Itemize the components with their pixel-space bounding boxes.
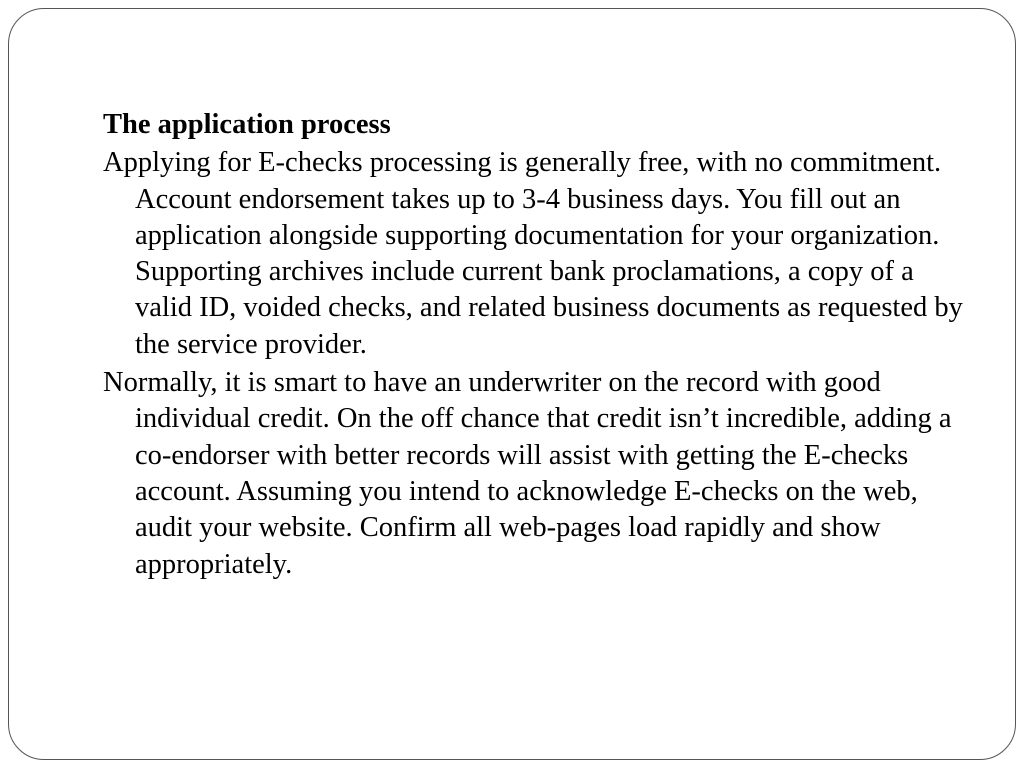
slide-frame (8, 8, 1016, 760)
slide-content (103, 107, 973, 585)
slide-heading: The application process (103, 109, 391, 140)
paragraph-underwriter: Normally, it is smart to have an underwriter on the record with good individual credit. On the off chance that credit isn’t incredible, adding a co-endorser with better records will assist with getting the E-checks account. Assuming you intend to acknowledge E-checks on the web, audit your website. Confirm all web-pages load rapidly and show appropriately. (103, 367, 952, 580)
paragraph-application: Applying for E-checks processing is generally free, with no commitment. Account endorsement takes up to 3-4 business days. You fill out an application alongside supporting documentation for your organization. Supporting archives include current bank proclamations, a copy of a valid ID, voided checks, and related business documents as requested by the service provider. (103, 147, 963, 360)
